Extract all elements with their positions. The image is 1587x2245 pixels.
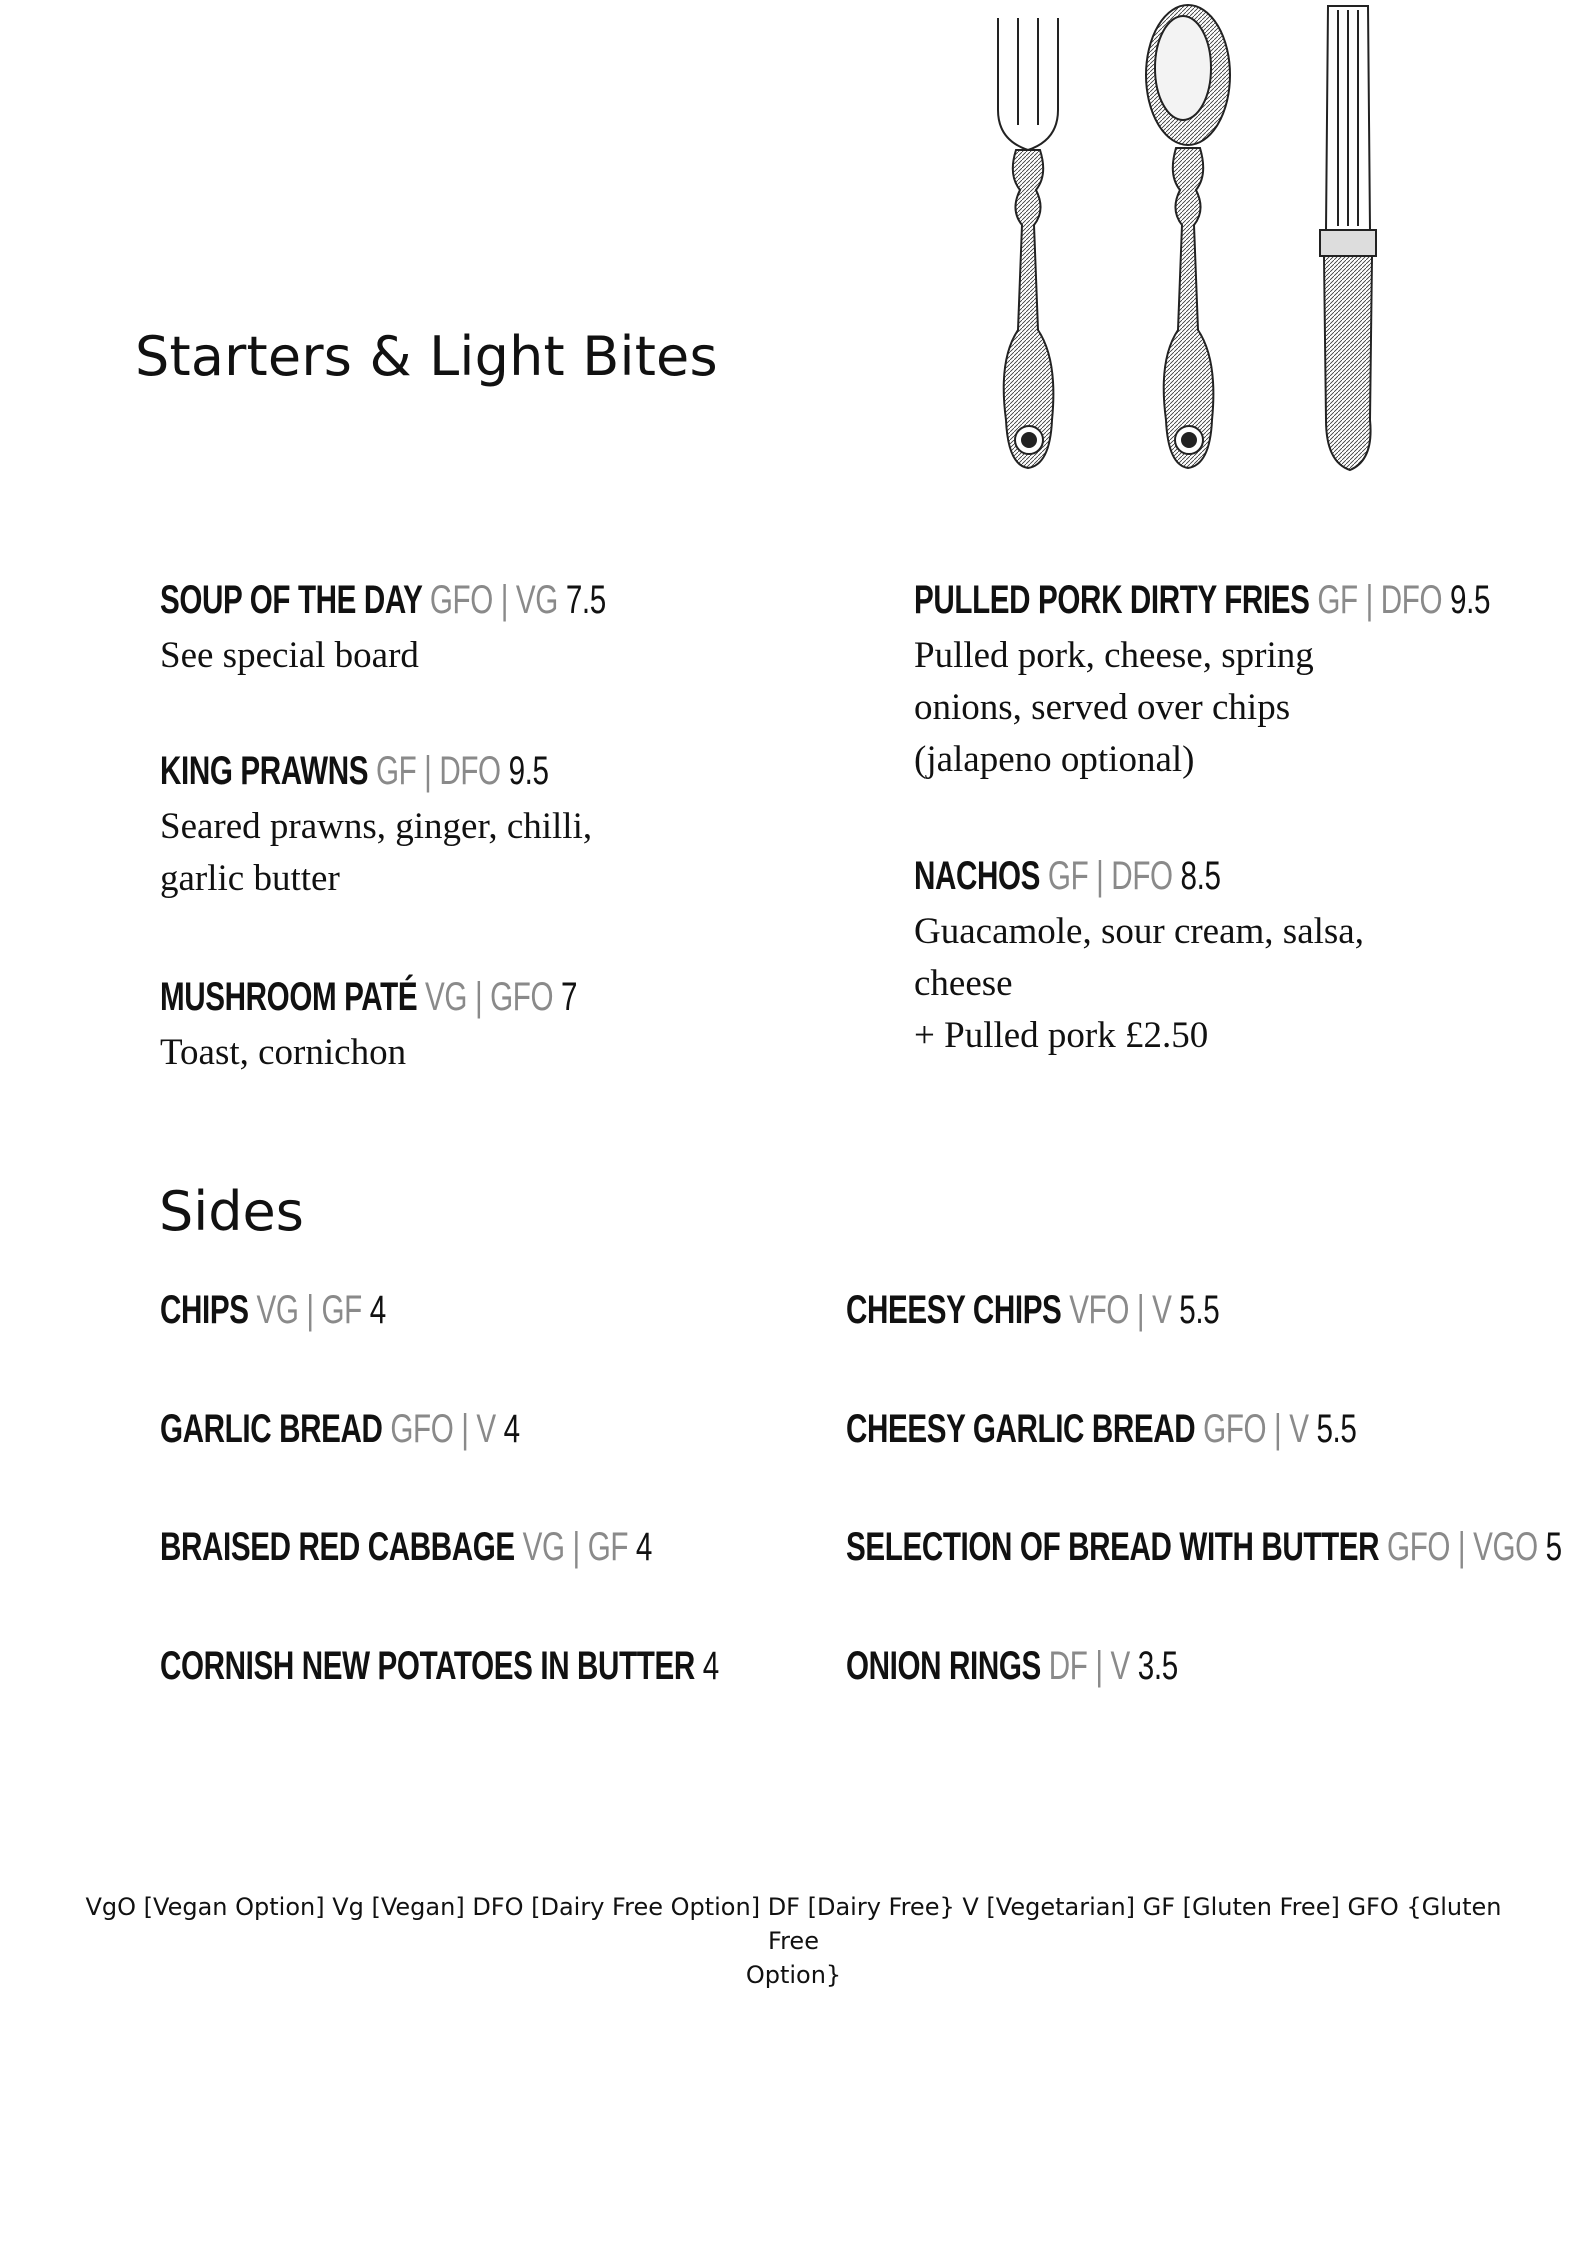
menu-item-title: MUSHROOM PATÉ VG | GFO 7 — [160, 975, 578, 1019]
side-item: SELECTION OF BREAD WITH BUTTER GFO | VGO 5 — [846, 1525, 1562, 1569]
side-item: CORNISH NEW POTATOES IN BUTTER 4 — [160, 1644, 719, 1688]
menu-item-title: KING PRAWNS GF | DFO 9.5 — [160, 749, 549, 793]
menu-item-title: SOUP OF THE DAY GFO | VG 7.5 — [160, 578, 606, 622]
spoon-icon — [1146, 5, 1230, 468]
side-item: GARLIC BREAD GFO | V 4 — [160, 1407, 520, 1451]
knife-icon — [1320, 6, 1376, 470]
side-item: CHIPS VG | GF 4 — [160, 1288, 386, 1332]
cutlery-illustration — [978, 0, 1398, 480]
side-item: CHEESY GARLIC BREAD GFO | V 5.5 — [846, 1407, 1357, 1451]
menu-item-title: PULLED PORK DIRTY FRIES GF | DFO 9.5 — [914, 578, 1491, 622]
menu-item-description: Toast, cornichon — [160, 1032, 407, 1073]
dietary-legend: VgO [Vegan Option] Vg [Vegan] DFO [Dairy Free Option] DF [Dairy Free} V [Vegetarian] GF [Gluten Free] GFO {Gluten Free Option} — [85, 1893, 1502, 1989]
side-item: BRAISED RED CABBAGE VG | GF 4 — [160, 1525, 653, 1569]
section-title-sides: Sides — [159, 1180, 304, 1243]
side-item: CHEESY CHIPS VFO | V 5.5 — [846, 1288, 1220, 1332]
menu-item-description: Seared prawns, ginger, chilli, garlic butter — [160, 806, 593, 899]
menu-item-title: NACHOS GF | DFO 8.5 — [914, 854, 1221, 898]
menu-item-description: Pulled pork, cheese, spring onions, served over chips (jalapeno optional) — [914, 635, 1314, 780]
menu-item-description: See special board — [160, 635, 419, 676]
section-title-starters: Starters & Light Bites — [135, 325, 718, 388]
side-item: ONION RINGS DF | V 3.5 — [846, 1644, 1178, 1688]
fork-icon — [998, 18, 1058, 468]
menu-item-description: Guacamole, sour cream, salsa, cheese + Pulled pork £2.50 — [914, 911, 1364, 1056]
